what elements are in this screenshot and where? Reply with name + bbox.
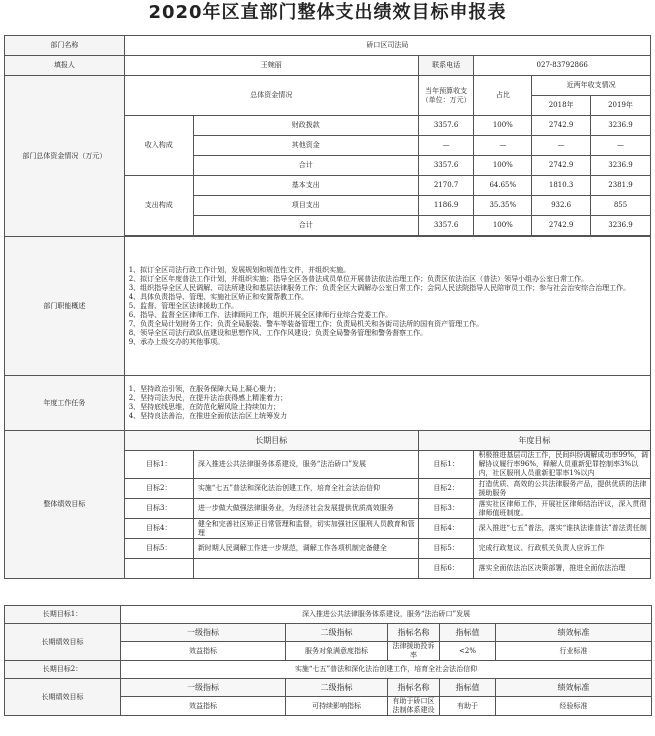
income-label: 收入构成 bbox=[124, 116, 193, 176]
income-row-2018: 2742.9 bbox=[532, 156, 591, 176]
expense-row-name: 合计 bbox=[193, 216, 418, 236]
long-goal-label: 目标4： bbox=[124, 519, 193, 539]
expense-row-budget: 2170.7 bbox=[418, 176, 474, 196]
performance-form-table bbox=[4, 35, 651, 579]
expense-label: 支出构成 bbox=[124, 176, 193, 236]
expense-row-2018: 2742.9 bbox=[532, 216, 591, 236]
annual-goal-label: 目标2： bbox=[418, 479, 474, 499]
level1-indicator: 效益指标 bbox=[121, 697, 286, 716]
level2-indicator-header: 二级指标 bbox=[286, 624, 388, 642]
indicator-name-header: 指标名称 bbox=[388, 624, 440, 642]
long-perf-goal-label: 长期绩效目标 bbox=[5, 679, 121, 716]
expense-row-ratio: 35.35% bbox=[474, 196, 532, 216]
income-row-2019: 3236.9 bbox=[591, 116, 651, 136]
long-goal-text: 进一步做大做强法律服务业，为经济社会发展提供优质高效服务 bbox=[193, 499, 418, 519]
phone-value: 027-83792866 bbox=[474, 56, 651, 76]
annual-goal-text: 落实社区律师工作，开展社区律师结治评议，深入贯彻律师值班制度。 bbox=[474, 499, 651, 519]
income-row-2019: 3236.9 bbox=[591, 156, 651, 176]
indicator-name-header: 指标名称 bbox=[388, 679, 440, 697]
income-row-budget: 3357.6 bbox=[418, 156, 474, 176]
level1-indicator: 效益指标 bbox=[121, 642, 286, 661]
level2-indicator: 服务对象满意度指标 bbox=[286, 642, 388, 661]
long-goal-label: 目标3： bbox=[124, 499, 193, 519]
income-row-name: 其他资金 bbox=[193, 136, 418, 156]
indicator-value: 有助于 bbox=[440, 697, 496, 716]
long-goal-1-text: 深入推进公共法律服务体系建设，服务“法治硚口”发展 bbox=[121, 606, 652, 624]
long-goal-text bbox=[193, 559, 418, 579]
income-row-ratio: — bbox=[474, 136, 532, 156]
income-row-2019: — bbox=[591, 136, 651, 156]
phone-label: 联系电话 bbox=[418, 56, 474, 76]
income-row-name: 财政拨款 bbox=[193, 116, 418, 136]
filler-name: 王婉丽 bbox=[124, 56, 418, 76]
annual-goal-label: 目标5： bbox=[418, 539, 474, 559]
income-row-ratio: 100% bbox=[474, 156, 532, 176]
long-goal-text: 实施“七五”普法和深化法治创建工作，培育全社会法治信仰 bbox=[193, 479, 418, 499]
funds-section-label: 部门总体资金情况（万元） bbox=[5, 76, 125, 237]
long-term-header: 长期目标 bbox=[124, 431, 418, 451]
recent-header: 近两年收支情况 bbox=[532, 76, 651, 96]
dept-name-value: 硚口区司法局 bbox=[124, 36, 650, 56]
long-goal-1-label: 长期目标1： bbox=[5, 606, 121, 624]
long-goal-text: 深入推进公共法律服务体系建设，服务“法治硚口”发展 bbox=[193, 451, 418, 479]
annual-goal-label: 目标6： bbox=[418, 559, 474, 579]
level1-indicator-header: 一级指标 bbox=[121, 679, 286, 697]
annual-goal-header: 年度目标 bbox=[418, 431, 650, 451]
long-perf-goal-label: 长期绩效目标 bbox=[5, 624, 121, 661]
income-row-2018: 2742.9 bbox=[532, 116, 591, 136]
filler-label: 填报人 bbox=[5, 56, 125, 76]
long-goal-2-label: 长期目标2： bbox=[5, 661, 121, 679]
performance-standard: 经验标准 bbox=[496, 697, 652, 716]
dept-name-label: 部门名称 bbox=[5, 36, 125, 56]
indicator-name: 有助于硚口区法制体系建设 bbox=[388, 697, 440, 716]
indicator-value-header: 指标值 bbox=[440, 624, 496, 642]
performance-standard-header: 绩效标准 bbox=[496, 624, 652, 642]
long-goal-label bbox=[124, 559, 193, 579]
performance-standard-header: 绩效标准 bbox=[496, 679, 652, 697]
income-row-name: 合计 bbox=[193, 156, 418, 176]
duties-text: 1、拟订全区司法行政工作计划，发展规划和规范性文件，并组织实施。 2、拟订全区年度普法工作计划，并组织实施；指导全区各普法成员单位开展普法依法治理工作；负责区依法治区（普法）领导小组办公室日常工作。 3、组织指导全区人民调解、司法所建设和基层法律服务工作；负责全区大调解办公室日常工作；会同人民法院指导人民陪审员工作；参与社会治安综合治理工作。 4、具体负责指导、管理、实施社区矫正和安置帮教工作。 5、监督、管理全区法律援助工作。 6、指导、监督全区律师工作、法律顾问工作，组织开展全区律师行业综合党委工作。 7、负责全局计划财务工作；负责全局服装、警车等装备管理工作；负责局机关和各街司法所的国有资产管理工作。 8、领导全区司法行政队伍建设和思想作风、工作作风建设；负责全局警务管理和警务督察工作。 9、承办上级交办的其他事项。 bbox=[124, 237, 650, 376]
expense-row-name: 基本支出 bbox=[193, 176, 418, 196]
page-title: 2020年区直部门整体支出绩效目标申报表 bbox=[148, 2, 507, 23]
expense-row-ratio: 100% bbox=[474, 216, 532, 236]
expense-row-2019: 855 bbox=[591, 196, 651, 216]
overall-funds-header: 总体资金情况 bbox=[124, 76, 418, 116]
income-row-budget: 3357.6 bbox=[418, 116, 474, 136]
level2-indicator: 可持续影响指标 bbox=[286, 697, 388, 716]
long-goal-text: 健全和完善社区矫正日常管理和监督，切实加强社区服刑人员教育和管理 bbox=[193, 519, 418, 539]
annual-goal-text: 深入推进“七五”普法，落实“谁执法谁普法”普法责任制 bbox=[474, 519, 651, 539]
expense-row-budget: 1186.9 bbox=[418, 196, 474, 216]
annual-goal-label: 目标3： bbox=[418, 499, 474, 519]
long-goal-2-text: 实施“七五”普法和深化法治创建工作，培育全社会法治信仰 bbox=[121, 661, 652, 679]
annual-goal-text: 积极推进基层司法工作，民间纠纷调解成功率99%，调解协议履行率96%，释解人员重新犯罪控制率3%以内，社区服刑人员重新犯罪率1%以内 bbox=[474, 451, 651, 479]
expense-row-name: 项目支出 bbox=[193, 196, 418, 216]
annual-goal-label: 目标1： bbox=[418, 451, 474, 479]
expense-row-2019: 3236.9 bbox=[591, 216, 651, 236]
budget-header: 当年预算收支 （单位：万元） bbox=[418, 76, 474, 116]
expense-row-2019: 2381.9 bbox=[591, 176, 651, 196]
level1-indicator-header: 一级指标 bbox=[121, 624, 286, 642]
annual-goal-text: 完成行政复议、行政机关负责人应诉工作 bbox=[474, 539, 651, 559]
expense-row-budget: 3357.6 bbox=[418, 216, 474, 236]
annual-goal-text: 打造优质、高效的公共法律服务产品，提供优质的法律援助服务 bbox=[474, 479, 651, 499]
year-2018-header: 2018年 bbox=[532, 96, 591, 116]
duties-label: 部门职能概述 bbox=[5, 237, 125, 376]
long-goal-label: 目标2： bbox=[124, 479, 193, 499]
income-row-2018: — bbox=[532, 136, 591, 156]
annual-tasks-label: 年度工作任务 bbox=[5, 376, 125, 431]
expense-row-2018: 1810.3 bbox=[532, 176, 591, 196]
income-row-ratio: 100% bbox=[474, 116, 532, 136]
long-goal-label: 目标5： bbox=[124, 539, 193, 559]
indicator-name: 法律援助投诉率 bbox=[388, 642, 440, 661]
long-goal-label: 目标1： bbox=[124, 451, 193, 479]
annual-goal-text: 落实全面依法治区决策部署，推进全面依法治理 bbox=[474, 559, 651, 579]
annual-goal-label: 目标4： bbox=[418, 519, 474, 539]
year-2019-header: 2019年 bbox=[591, 96, 651, 116]
expense-row-ratio: 64.65% bbox=[474, 176, 532, 196]
performance-label: 整体绩效目标 bbox=[5, 431, 125, 579]
expense-row-2018: 932.6 bbox=[532, 196, 591, 216]
level2-indicator-header: 二级指标 bbox=[286, 679, 388, 697]
long-goal-text: 新时期人民调解工作进一步规范，调解工作各项机制完备健全 bbox=[193, 539, 418, 559]
income-row-budget: — bbox=[418, 136, 474, 156]
indicator-value-header: 指标值 bbox=[440, 679, 496, 697]
annual-tasks-text: 1、坚持政治引领，在服务保障大局上凝心聚力； 2、坚持司法为民，在提升法治获得感上精准着力； 3、坚持底线思维，在防范化解风险上持续加力； 4、坚持良法善治，在推进全面依法治区上统筹发力 bbox=[124, 376, 650, 431]
performance-standard: 行业标准 bbox=[496, 642, 652, 661]
ratio-header: 占比 bbox=[474, 76, 532, 116]
indicator-value: <2% bbox=[440, 642, 496, 661]
long-goal-indicators-table bbox=[4, 605, 652, 716]
